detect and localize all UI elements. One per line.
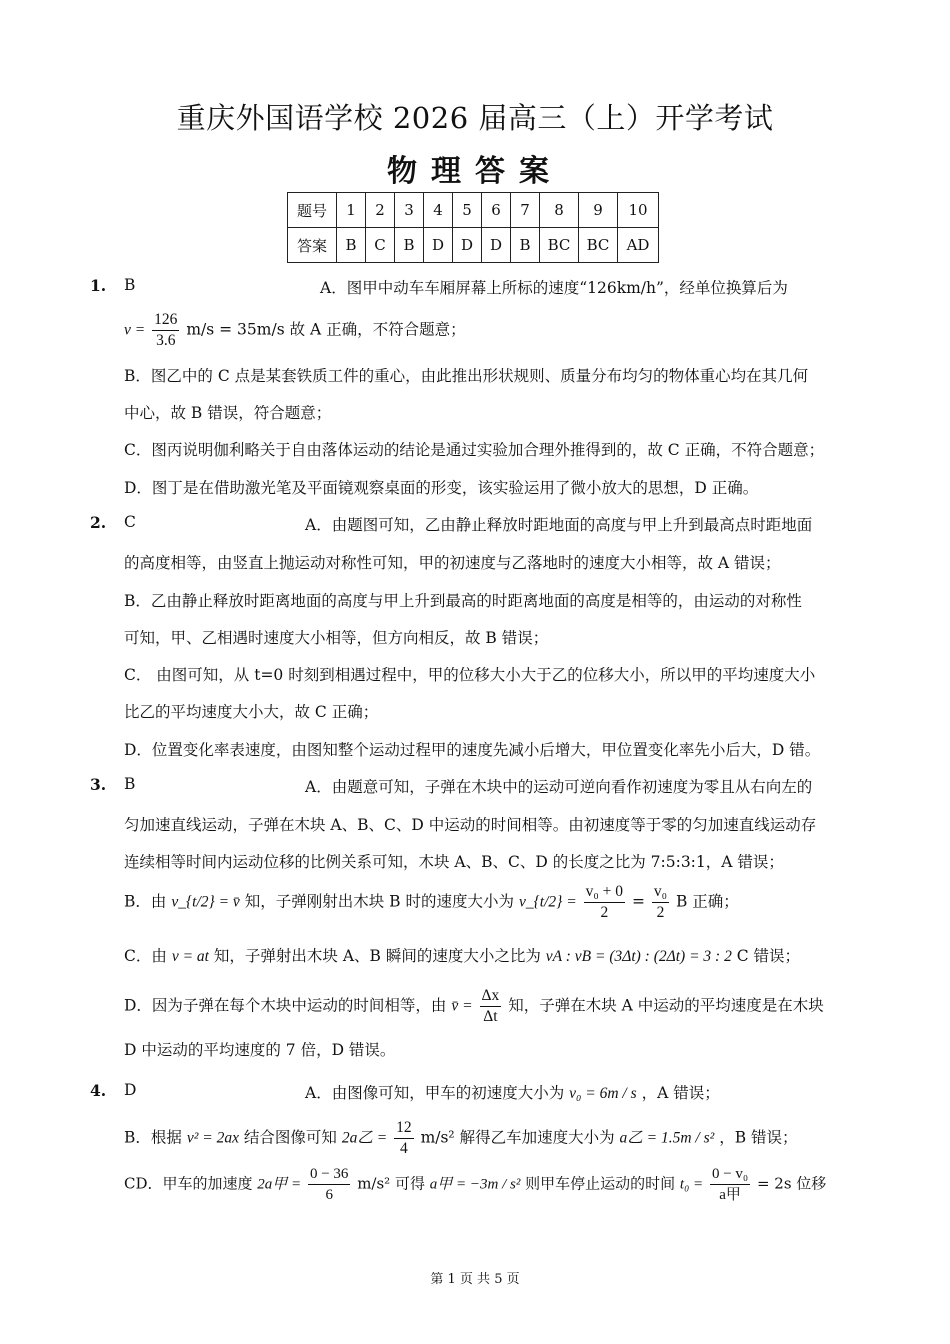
table-cell: BC bbox=[579, 228, 618, 263]
explanation-text: C．由 bbox=[124, 947, 167, 965]
explanation-line: A．图甲中动车车厢屏幕上所标的速度“126km/h”，经单位换算后为 bbox=[320, 279, 788, 297]
explanation-line bbox=[124, 944, 800, 966]
table-cell: 8 bbox=[540, 193, 579, 228]
explanation-text: m/s = 35m/s 故 A 正确，不符合题意； bbox=[186, 320, 466, 339]
explanation-text: 结合图像可知 bbox=[243, 1128, 337, 1147]
fraction-denominator: 2 bbox=[656, 904, 665, 921]
answer-table-row-answers bbox=[288, 228, 659, 263]
math-expr: 2a甲 = bbox=[257, 1176, 302, 1193]
explanation-text: 知，子弹刚射出木块 B 时的速度大小为 bbox=[244, 892, 514, 911]
explanation-line: D．图丁是在借助激光笔及平面镜观察桌面的形变，该实验运用了微小放大的思想，D 正确。 bbox=[124, 479, 759, 497]
fraction-denominator: 2 bbox=[600, 904, 609, 921]
math-expr: v = at bbox=[171, 948, 209, 965]
math-expr: v₀ = 6m / s bbox=[569, 1085, 637, 1102]
explanation-line: B．图乙中的 C 点是某套铁质工件的重心，由此推出形状规则、质量分布均匀的物体重心均在其几何 bbox=[124, 367, 809, 385]
fraction-numerator: 12 bbox=[394, 1118, 414, 1139]
explanation-line bbox=[124, 1118, 798, 1159]
fraction-denominator: a甲 bbox=[719, 1187, 741, 1203]
explanation-line bbox=[124, 882, 739, 923]
explanation-line: 匀加速直线运动，子弹在木块 A、B、C、D 中运动的时间相等。由初速度等于零的匀加速直线运动存 bbox=[124, 816, 817, 834]
table-cell: 1 bbox=[337, 193, 366, 228]
answer-table-header: 答案 bbox=[288, 228, 337, 263]
explanation-text: A．由图像可知，甲车的初速度大小为 bbox=[305, 1084, 565, 1102]
explanation-line bbox=[124, 1164, 826, 1205]
table-cell: B bbox=[395, 228, 424, 263]
table-cell: D bbox=[482, 228, 511, 263]
question-answer: C bbox=[124, 513, 136, 531]
question-number: 2. bbox=[90, 513, 107, 532]
explanation-line: A．由题意可知，子弹在木块中的运动可逆向看作初速度为零且从右向左的 bbox=[305, 778, 813, 796]
table-cell: 4 bbox=[424, 193, 453, 228]
explanation-line: 中心，故 B 错误，符合题意； bbox=[124, 404, 332, 422]
math-expr: 2a乙 = bbox=[341, 1129, 388, 1147]
explanation-line bbox=[124, 310, 466, 351]
table-cell: D bbox=[424, 228, 453, 263]
table-cell: 5 bbox=[453, 193, 482, 228]
table-cell: B bbox=[511, 228, 540, 263]
math-expr: t₀ = bbox=[679, 1176, 704, 1193]
math-expr: a乙 = 1.5m / s² bbox=[619, 1129, 715, 1147]
explanation-text: 知，子弹在木块 A 中运动的平均速度是在木块 bbox=[508, 996, 824, 1015]
explanation-text: 知，子弹射出木块 A、B 瞬间的速度大小之比为 bbox=[213, 947, 541, 965]
explanation-line: D 中运动的平均速度的 7 倍，D 错误。 bbox=[124, 1041, 396, 1059]
question-number: 4. bbox=[90, 1081, 107, 1100]
fraction bbox=[480, 986, 502, 1027]
fraction-denominator: 3.6 bbox=[156, 332, 176, 349]
explanation-line: C． 由图可知，从 t=0 时刻到相遇过程中，甲的位移大小大于乙的位移大小，所以甲的平均速度大小 bbox=[124, 666, 816, 684]
question-number: 3. bbox=[90, 775, 107, 794]
table-cell: C bbox=[366, 228, 395, 263]
question-answer: B bbox=[124, 775, 136, 793]
table-cell: 10 bbox=[618, 193, 659, 228]
fraction bbox=[152, 310, 179, 351]
fraction bbox=[710, 1164, 750, 1205]
explanation-text: C 错误； bbox=[736, 947, 801, 965]
explanation-text: B 正确； bbox=[675, 892, 739, 911]
explanation-line: 可知，甲、乙相遇时速度大小相等，但方向相反，故 B 错误； bbox=[124, 629, 549, 647]
explanation-text: = 2s 位移 bbox=[756, 1174, 827, 1193]
question-answer: B bbox=[124, 276, 136, 294]
fraction bbox=[308, 1164, 350, 1205]
fraction-numerator: 0 − v₀ bbox=[710, 1164, 750, 1185]
table-cell: D bbox=[453, 228, 482, 263]
page-subtitle: 物理答案 bbox=[387, 154, 563, 189]
explanation-line: 连续相等时间内运动位移的比例关系可知，木块 A、B、C、D 的长度之比为 7:5:3:1，A 错误； bbox=[124, 853, 784, 871]
table-cell: B bbox=[337, 228, 366, 263]
math-expr: a甲 = −3m / s² bbox=[429, 1176, 521, 1193]
math-expr: v_{t/2} = bbox=[518, 893, 577, 911]
table-cell: BC bbox=[540, 228, 579, 263]
explanation-line: D．位置变化率表速度，由图知整个运动过程甲的速度先减小后增大，甲位置变化率先小后大，D 错。 bbox=[124, 741, 821, 759]
fraction bbox=[394, 1118, 414, 1159]
table-cell: 2 bbox=[366, 193, 395, 228]
fraction-numerator: 0 − 36 bbox=[308, 1164, 350, 1185]
fraction bbox=[652, 882, 669, 923]
fraction-denominator: Δt bbox=[483, 1008, 498, 1025]
math-expr: v = bbox=[124, 321, 146, 339]
page-footer: 第 1 页 共 5 页 bbox=[430, 1272, 520, 1287]
question-answer: D bbox=[124, 1081, 137, 1099]
explanation-text: D．因为子弹在每个木块中运动的时间相等，由 bbox=[124, 996, 447, 1015]
table-cell: 9 bbox=[579, 193, 618, 228]
math-expr: vA : vB = (3Δt) : (2Δt) = 3 : 2 bbox=[545, 948, 732, 965]
explanation-line: 比乙的平均速度大小大，故 C 正确； bbox=[124, 703, 379, 721]
explanation-text: m/s² 可得 bbox=[357, 1174, 425, 1193]
explanation-line bbox=[124, 986, 824, 1027]
table-cell: 3 bbox=[395, 193, 424, 228]
fraction-denominator: 4 bbox=[400, 1140, 408, 1157]
page-title: 重庆外国语学校 2026 届高三（上）开学考试 bbox=[176, 101, 774, 135]
fraction-numerator: v₀ bbox=[652, 882, 669, 903]
math-expr: v̄ = bbox=[451, 997, 473, 1015]
explanation-line: B．乙由静止释放时距离地面的高度与甲上升到最高的时距离地面的高度是相等的，由运动的对称性 bbox=[124, 592, 802, 610]
fraction-numerator: Δx bbox=[480, 986, 502, 1007]
explanation-text: m/s² 解得乙车加速度大小为 bbox=[420, 1128, 615, 1147]
fraction-numerator: v₀ + 0 bbox=[584, 882, 625, 903]
explanation-text: CD．甲车的加速度 bbox=[124, 1174, 253, 1193]
explanation-text: B．根据 bbox=[124, 1128, 182, 1147]
answer-table-header: 题号 bbox=[288, 193, 337, 228]
explanation-text: 则甲车停止运动的时间 bbox=[525, 1174, 676, 1193]
table-cell: AD bbox=[618, 228, 659, 263]
fraction-denominator: 6 bbox=[325, 1187, 333, 1203]
table-cell: 6 bbox=[482, 193, 511, 228]
math-expr: v² = 2ax bbox=[186, 1129, 239, 1147]
math-expr: = bbox=[631, 892, 645, 911]
explanation-line: C．图丙说明伽利略关于自由落体运动的结论是通过实验加合理外推得到的，故 C 正确，不符合题意； bbox=[124, 441, 825, 459]
table-cell: 7 bbox=[511, 193, 540, 228]
explanation-line: A．由题图可知，乙由静止释放时距地面的高度与甲上升到最高点时距地面 bbox=[305, 516, 813, 534]
answer-table-row-numbers bbox=[288, 193, 659, 228]
question-number: 1. bbox=[90, 276, 107, 295]
fraction-numerator: 126 bbox=[152, 310, 179, 331]
explanation-line: 的高度相等，由竖直上抛运动对称性可知，甲的初速度与乙落地时的速度大小相等，故 A 错误； bbox=[124, 554, 781, 572]
answer-table bbox=[287, 192, 659, 263]
explanation-text: B．由 bbox=[124, 892, 167, 911]
math-expr: v_{t/2} = v̄ bbox=[171, 893, 240, 911]
fraction bbox=[584, 882, 625, 923]
explanation-text: ，B 错误； bbox=[719, 1128, 798, 1147]
explanation-line bbox=[305, 1081, 720, 1103]
explanation-text: ，A 错误； bbox=[641, 1084, 720, 1102]
